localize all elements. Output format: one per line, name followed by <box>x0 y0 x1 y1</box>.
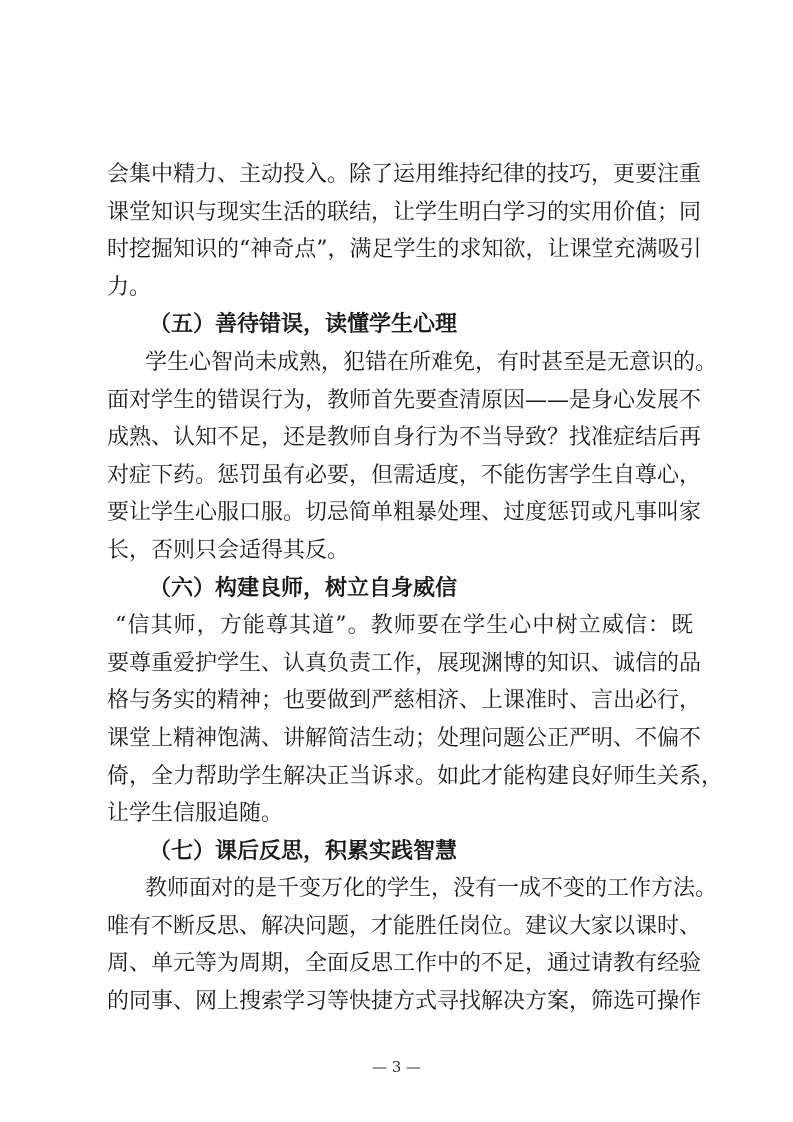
text-line: 面对学生的错误行为，教师首先要查清原因——是身心发展不 <box>107 387 702 413</box>
paragraph <box>107 156 702 306</box>
text-line: 要让学生心服口服。切忌简单粗暴处理、过度惩罚或凡事叫家 <box>107 500 702 526</box>
text-line: 学生心智尚未成熟，犯错在所难免，有时甚至是无意识的。 <box>145 349 718 375</box>
paragraph <box>107 607 724 833</box>
text-line: 时挖掘知识的“神奇点”，满足学生的求知欲，让课堂充满吸引 <box>107 237 702 263</box>
text-line: “信其师，方能尊其道”。教师要在学生心中树立威信：既 <box>115 613 693 639</box>
heading-text: （七）课后反思，积累实践智慧 <box>149 837 458 864</box>
text-line: 唯有不断反思、解决问题，才能胜任岗位。建议大家以课时、 <box>107 913 702 939</box>
text-line: 的同事、网上搜索学习等快捷方式寻找解决方案，筛选可操作 <box>107 989 702 1015</box>
document-body <box>107 156 724 1021</box>
text-line: 课堂上精神饱满、讲解简洁生动；处理问题公正严明、不偏不 <box>107 725 702 751</box>
section-heading <box>107 306 693 344</box>
text-line: 课堂知识与现实生活的联结，让学生明白学习的实用价值；同 <box>107 199 702 225</box>
text-line: 成熟、认知不足，还是教师自身行为不当导致？找准症结后再 <box>107 425 702 451</box>
text-line: 教师面对的是千变万化的学生，没有一成不变的工作方法。 <box>145 876 718 902</box>
text-line: 对症下药。惩罚虽有必要，但需适度，不能伤害学生自尊心， <box>107 462 702 488</box>
section-heading <box>107 570 693 608</box>
text-line: 格与务实的精神；也要做到严慈相济、上课准时、言出必行， <box>107 688 702 714</box>
text-line: 周、单元等为周期，全面反思工作中的不足，通过请教有经验 <box>107 951 702 977</box>
paragraph <box>107 344 718 570</box>
text-line: 会集中精力、主动投入。除了运用维持纪律的技巧，更要注重 <box>107 162 702 187</box>
heading-text: （六）构建良师，树立自身威信 <box>149 574 458 601</box>
section-heading <box>107 833 693 871</box>
text-line: 让学生信服追随。 <box>107 801 284 827</box>
paragraph <box>107 870 718 1020</box>
text-line: 力。 <box>107 274 152 300</box>
text-line: 倚，全力帮助学生解决正当诉求。如此才能构建良好师生关系， <box>107 763 724 789</box>
text-line: 长，否则只会适得其反。 <box>107 537 350 563</box>
text-line: 要尊重爱护学生、认真负责工作，展现渊博的知识、诚信的品 <box>107 650 702 676</box>
heading-text: （五）善待错误，读懂学生心理 <box>149 311 458 338</box>
page-number: — 3 — <box>371 1058 422 1076</box>
